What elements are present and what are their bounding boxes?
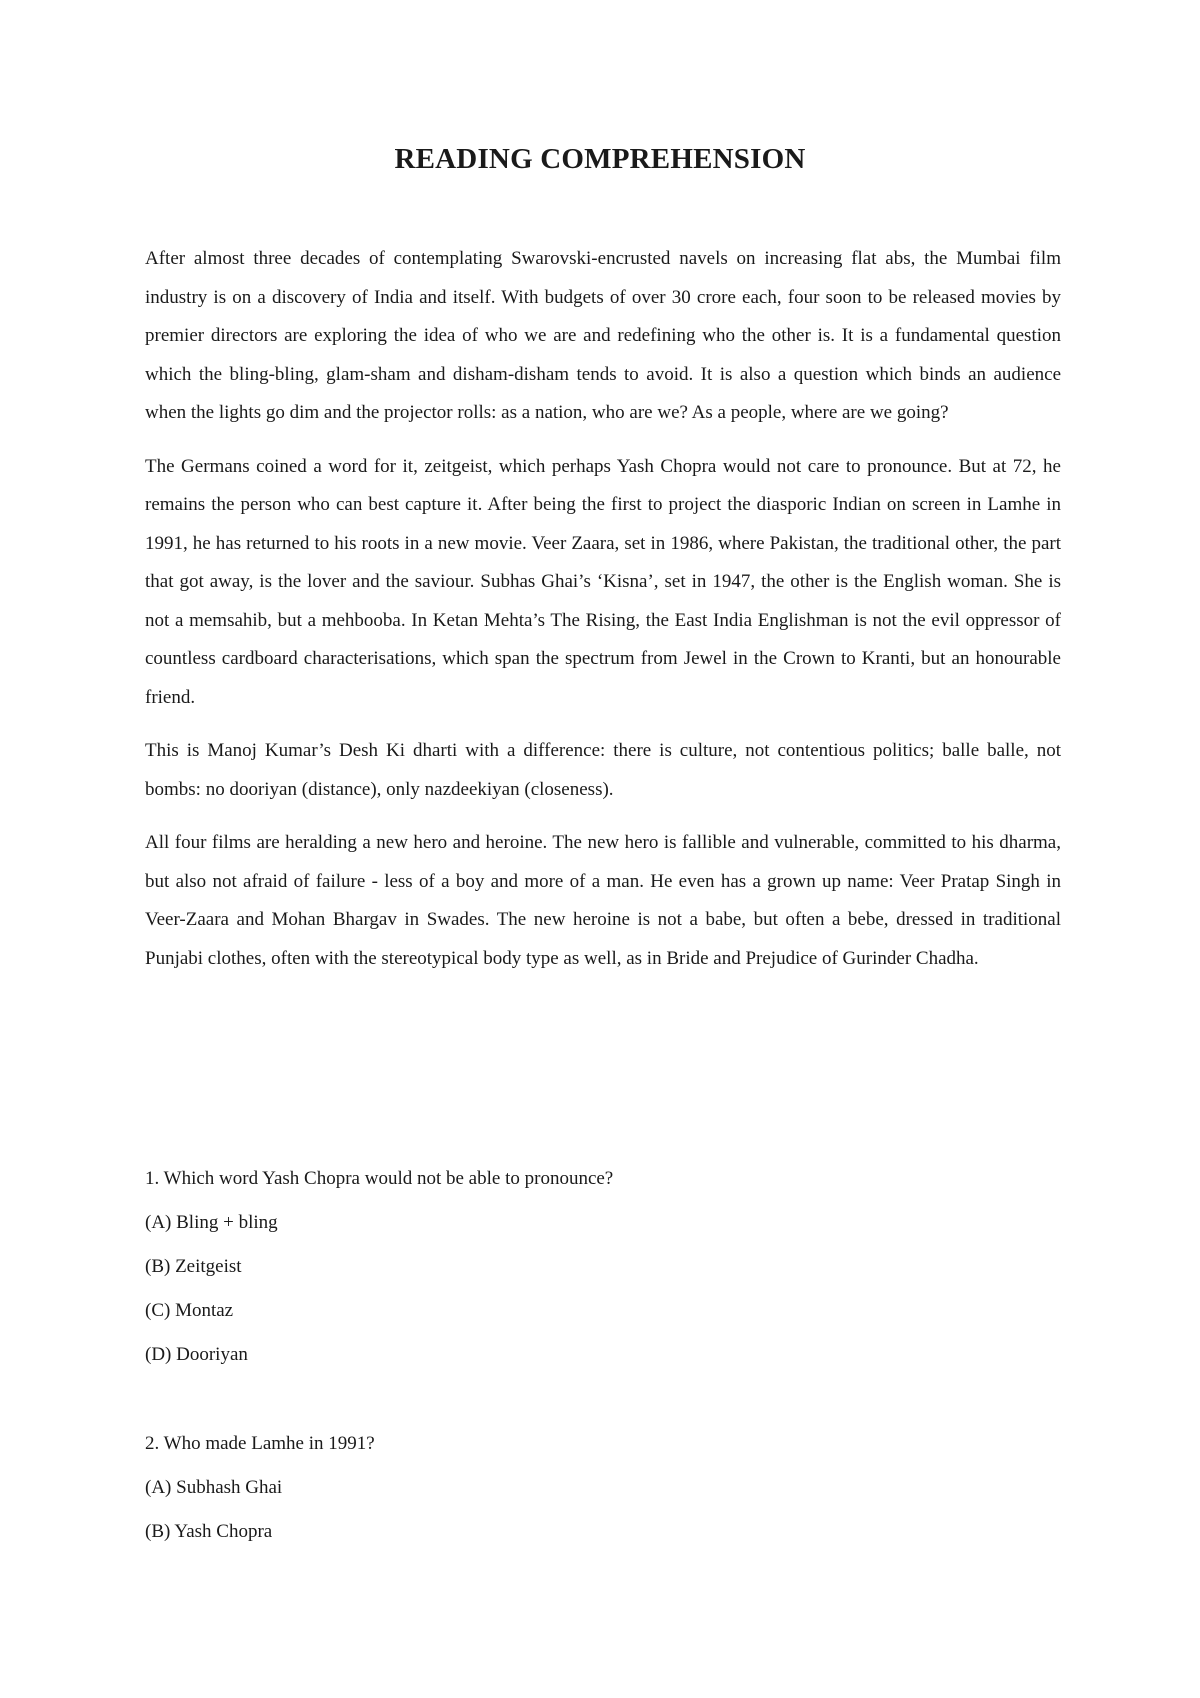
passage-paragraph-1: After almost three decades of contemplating Swarovski-encrusted navels on increasing flat abs, the Mumbai film industry is on a discovery of India and itself. With budgets of over 30 crore each, four soon to be released movies by premier directors are exploring the idea of who we are and redefining who the other is. It is a fundamental question which the bling-bling, glam-sham and disham-disham tends to avoid. It is also a question which binds an audience when the lights go dim and the projector rolls: as a nation, who are we? As a people, where are we going? [145, 248, 1061, 423]
question-2-option-b: (B) Yash Chopra [145, 1521, 273, 1542]
question-1-option-d: (D) Dooriyan [145, 1344, 248, 1365]
question-1-option-a: (A) Bling + bling [145, 1212, 278, 1233]
question-1-option-b: (B) Zeitgeist [145, 1256, 242, 1277]
question-1 [145, 1157, 1061, 1377]
passage-paragraph-2: The Germans coined a word for it, zeitgeist, which perhaps Yash Chopra would not care to pronounce. But at 72, he remains the person who can best capture it. After being the first to project the diasporic Indian on screen in Lamhe in 1991, he has returned to his roots in a new movie. Veer Zaara, set in 1986, where Pakistan, the traditional other, the part that got away, is the lover and the saviour. Subhas Ghai’s ‘Kisna’, set in 1947, the other is the English woman. She is not a memsahib, but a mehbooba. In Ketan Mehta’s The Rising, the East India Englishman is not the evil oppressor of countless cardboard characterisations, which span the spectrum from Jewel in the Crown to Kranti, but an honourable friend. [145, 455, 1061, 708]
question-1-option-c: (C) Montaz [145, 1300, 234, 1321]
question-1-text: 1. Which word Yash Chopra would not be able to pronounce? [145, 1168, 614, 1189]
question-2 [145, 1422, 1061, 1554]
question-list [145, 1157, 1061, 1599]
document-title: READING COMPREHENSION [394, 143, 806, 175]
passage-paragraph-4: All four films are heralding a new hero and heroine. The new hero is fallible and vulnerable, committed to his dharma, but also not afraid of failure - less of a boy and more of a man. He even has a grown up name: Veer Pratap Singh in Veer-Zaara and Mohan Bhargav in Swades. The new heroine is not a babe, but often a bebe, dressed in traditional Punjabi clothes, often with the stereotypical body type as well, as in Bride and Prejudice of Gurinder Chadha. [145, 832, 1061, 969]
question-2-option-a: (A) Subhash Ghai [145, 1477, 283, 1498]
passage-paragraph-3: This is Manoj Kumar’s Desh Ki dharti with a difference: there is culture, not contentious politics; balle balle, not bombs: no dooriyan (distance), only nazdeekiyan (closeness). [145, 740, 1061, 800]
reading-passage [145, 240, 1061, 993]
question-2-text: 2. Who made Lamhe in 1991? [145, 1433, 375, 1454]
